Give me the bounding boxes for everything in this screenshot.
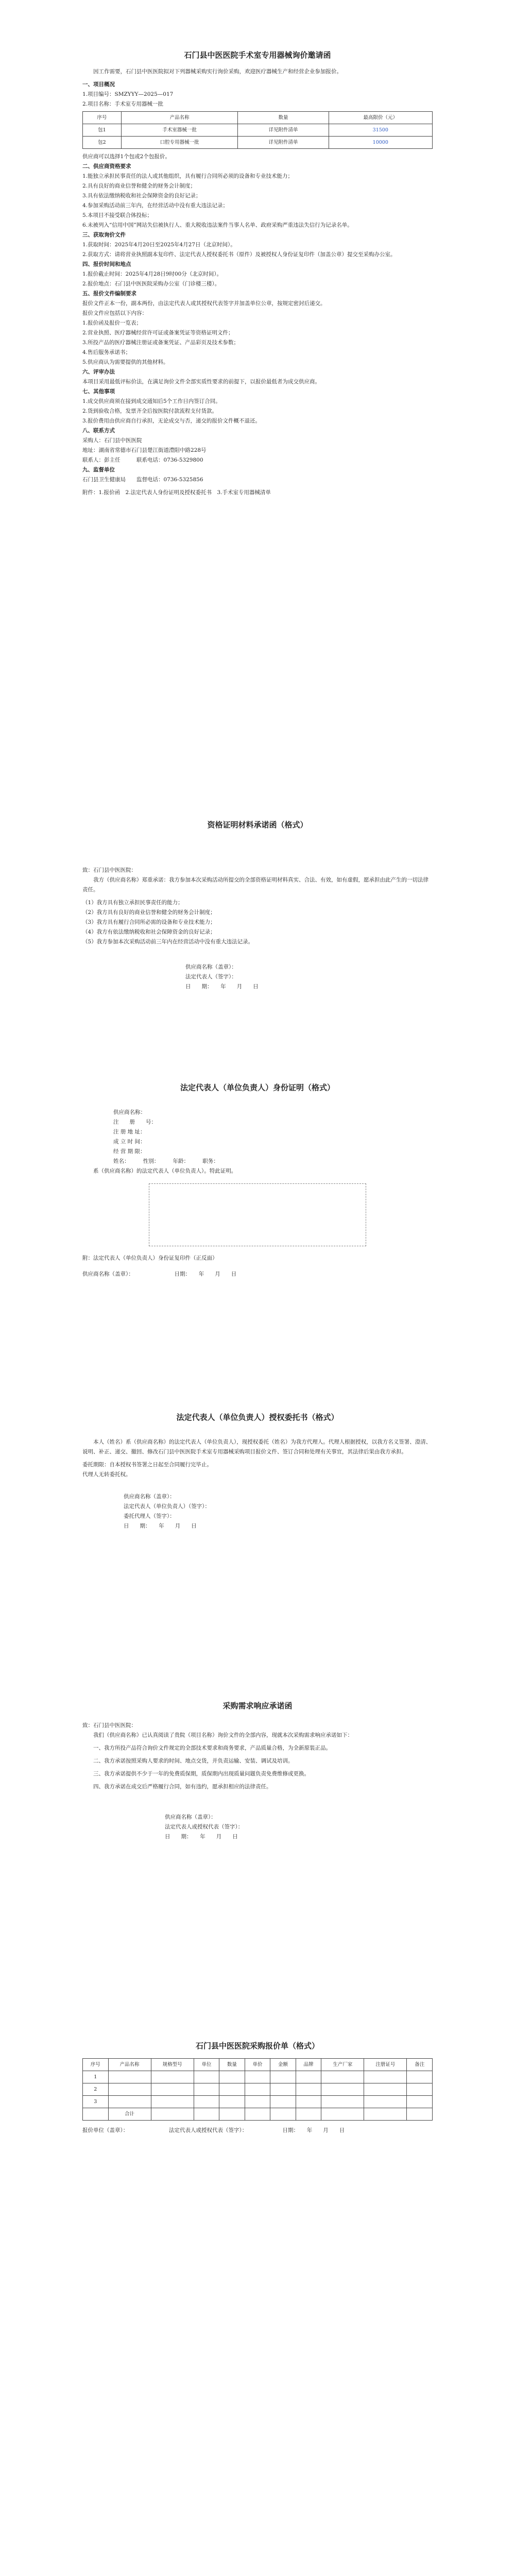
form4-body [82,1721,433,1842]
lot-table-header: 数量 [238,112,329,124]
form3-body [82,1437,433,1531]
other-item: 3.报价费用由供应商自行承担，无论成交与否，递交的报价文件概不退还。 [82,418,261,424]
form3-title: 法定代表人（单位负责人）授权委托书（格式） [176,1413,339,1422]
quote-header: 数量 [219,2059,245,2071]
quote-cell: 合计 [108,2108,151,2121]
table-row [83,2096,433,2108]
addressee: 致：石门县中医医院： [82,867,136,873]
form4-paragraph: 三、我方承诺提供不少于一年的免费质保期，质保期内出现质量问题负责免费维修或更换。 [93,1771,310,1777]
quote-table [82,2058,433,2121]
requirement-item: 3.具有依法缴纳税收和社会保障资金的良好记录； [82,193,201,199]
contact-item: 联系人：彭主任 联系电话：0736-5329800 [82,457,203,463]
form3-sign: 日 期： 年 月 日 [124,1523,197,1529]
lot-cell: 详见附件清单 [238,137,329,149]
requirement-item: 1.能独立承担民事责任的法人或其他组织，具有履行合同所必须的设备和专业技术能力； [82,173,294,179]
notice-body [82,67,433,498]
contact-item: 地址：湖南省常德市石门县楚江街道澧阳中路228号 [82,447,207,453]
form3-item: 代理人无转委托权。 [82,1471,131,1478]
doc-item: 报价文件正本一份，副本两份，由法定代表人或其授权代表签字并加盖单位公章，按规定密封后递交。 [82,300,326,307]
project-name: 2.项目名称：手术室专用器械一批 [82,101,164,107]
form4-sign: 日 期： 年 月 日 [165,1834,238,1840]
quote-header: 规格型号 [151,2059,194,2071]
form3-sign: 委托代理人（签字）： [124,1513,175,1519]
lot-cell: 手术室器械一批 [121,124,238,137]
quote-cell: 1 [83,2071,109,2083]
form2-title: 法定代表人（单位负责人）身份证明（格式） [180,1083,335,1092]
form1-item: （1）我方具有独立承担民事责任的能力； [82,900,183,906]
get-item: 2.获取方式：请将营业执照副本复印件、法定代表人授权委托书（原件）及被授权人身份证复印件（加盖公章）提交至采购办公室。 [82,251,396,258]
doc-item: 1.报价函及报价一览表； [82,320,142,326]
requirement-item: 5.本项目不接受联合体投标； [82,212,153,218]
sign-representative: 法定代表人（签字）： [185,974,237,980]
intro-paragraph: 因工作需要，石门县中医医院拟对下列器械采购实行询价采购，欢迎医疗器械生产和经营企业参加报价。 [93,69,342,75]
table-row [83,137,433,149]
section-heading: 三、获取询价文件 [82,232,126,238]
form4-paragraph: 二、我方承诺按照采购人要求的时间、地点交货，并负责运输、安装、调试及培训。 [93,1758,294,1764]
form5-sign: 报价单位（盖章）： 法定代表人或授权代表（签字）： 日期： 年 月 日 [82,2127,345,2133]
doc-item: 4.售后服务承诺书； [82,349,131,355]
sign-date: 日 期： 年 月 日 [185,984,259,990]
form4-sign: 法定代表人或授权代表（签字）： [165,1824,244,1830]
form3-sign: 法定代表人（单位负责人）（签字）： [124,1503,210,1510]
doc-item: 报价文件应包括以下内容： [82,310,147,316]
lot-cell: 口腔专用器械一批 [121,137,238,149]
project-number: 1.项目编号：SMZYYY—2025—017 [82,91,174,97]
other-item: 1.成交供应商须在接到成交通知后5个工作日内签订合同。 [82,398,221,404]
form2-body [82,1108,433,1279]
form2-statement: 系（供应商名称）的法定代表人（单位负责人）。特此证明。 [93,1168,237,1174]
lot-cell: 包2 [83,137,122,149]
quote-header: 生产厂家 [321,2059,364,2071]
quote-item: 2.报价地点：石门县中医医院采购办公室（门诊楼三楼）。 [82,281,220,287]
quote-item: 1.报价截止时间：2025年4月28日9时00分（北京时间）。 [82,271,222,277]
id-card-box [149,1183,366,1246]
form4-sign: 供应商名称（盖章）： [165,1814,216,1820]
note: 供应商可以选择1个包或2个包报价。 [82,154,170,160]
section-heading: 九、监督单位 [82,467,115,473]
form1-paragraph: 我方（供应商名称）郑重承诺：我方参加本次采购活动所提交的全部资格证明材料真实、合法、有效，如有虚假，愿承担由此产生的一切法律责任。 [82,877,428,893]
doc-item: 5.供应商认为需要提供的其他材料。 [82,359,169,365]
form1-item: （4）我方有依法缴纳税收和社会保障资金的良好记录； [82,929,216,935]
section-heading: 二、供应商资格要求 [82,163,131,170]
form5-title: 石门县中医医院采购报价单（格式） [195,2041,319,2050]
quote-cell [83,2108,109,2121]
form4-title: 采购需求响应承诺函 [222,1701,293,1710]
section-heading: 四、报价时间和地点 [82,261,131,267]
quote-header: 金额 [270,2059,296,2071]
sign-company: 供应商名称（盖章）： [185,964,237,970]
lot-table-header: 最高限价（元） [329,112,432,124]
form4-paragraph: 四、我方承诺在成交后严格履行合同，如有违约，愿承担相应的法律责任。 [93,1784,272,1790]
form3-item: 委托期限：自本授权书签署之日起至合同履行完毕止。 [82,1462,212,1468]
addressee: 致：石门县中医医院： [82,1722,136,1728]
quote-cell [108,2083,151,2096]
doc-item: 2.营业执照、医疗器械经营许可证或备案凭证等资格证明文件； [82,330,234,336]
quote-header: 序号 [83,2059,109,2071]
section-heading: 六、评审办法 [82,369,115,375]
get-item: 1.获取时间：2025年4月20日至2025年4月27日（北京时间）。 [82,242,236,248]
form2-field: 注 册 地 址： [113,1129,146,1135]
lot-cell: 10000 [329,137,432,149]
table-row [83,124,433,137]
form2-field: 经 营 期 限： [113,1148,146,1155]
requirement-item: 2.具有良好的商业信誉和健全的财务会计制度； [82,183,196,189]
quote-header: 产品名称 [108,2059,151,2071]
quote-cell: 2 [83,2083,109,2096]
quote-header: 备注 [407,2059,433,2071]
quote-cell [108,2071,151,2083]
lot-cell: 详见附件清单 [238,124,329,137]
supervise-text: 石门县卫生健康局 监督电话：0736-5325856 [82,477,203,483]
form2-field: 供应商名称： [113,1109,146,1115]
doc-item: 3.所投产品的医疗器械注册证或备案凭证、产品彩页及技术参数； [82,340,239,346]
table-row [83,2071,433,2083]
section-heading: 八、联系方式 [82,428,115,434]
lot-cell: 包1 [83,124,122,137]
requirement-item: 6.未被列入“信用中国”网站失信被执行人、重大税收违法案件当事人名单、政府采购严重违法失信行为记录名单。 [82,222,353,228]
eval-text: 本项目采用最低评标价法，在满足询价文件全部实质性要求的前提下，以报价最低者为成交供应商。 [82,379,320,385]
quote-cell: 3 [83,2096,109,2108]
form2-field: 姓名： 性别： 年龄： 职务： [113,1158,219,1164]
form2-sign: 供应商名称（盖章）： 日期： 年 月 日 [82,1271,237,1277]
quote-header: 单位 [194,2059,219,2071]
lot-table-header: 序号 [83,112,122,124]
form3-paragraph: 本人（姓名）系（供应商名称）的法定代表人（单位负责人），现授权委托（姓名）为我方代理人。代理人根据授权，以我方名义签署、澄清、说明、补正、递交、撤回、修改石门县中医医院手术室专用器械采购项目报价文件、签订合同和处理有关事宜，其法律后果由我方承担。 [82,1439,432,1455]
form2-attach: 附：法定代表人（单位负责人）身份证复印件（正反面） [82,1255,218,1261]
quote-header: 单价 [245,2059,270,2071]
lot-table [82,111,433,149]
attachment-list: 附件：1.报价函 2.法定代表人身份证明及授权委托书 3.手术室专用器械清单 [82,489,271,496]
quote-cell [108,2096,151,2108]
section-heading: 一、项目概况 [82,81,115,88]
form5-body [82,2058,433,2136]
form4-paragraph: 我们（供应商名称）已认真阅读了贵院（项目名称）询价文件的全部内容，现就本次采购需求响应承诺如下： [93,1732,353,1738]
lot-table-header: 产品名称 [121,112,238,124]
table-row [83,2108,433,2121]
form3-sign: 供应商名称（盖章）： [124,1494,175,1500]
form1-body [82,866,433,992]
quote-header: 注册证号 [364,2059,407,2071]
form1-item: （3）我方具有履行合同所必需的设备和专业技术能力； [82,919,216,925]
contact-item: 采购人：石门县中医医院 [82,437,142,444]
other-item: 2.货到验收合格，发票齐全后按医院付款流程支付货款。 [82,408,218,414]
section-heading: 五、报价文件编制要求 [82,291,136,297]
form4-paragraph: 一、我方所投产品符合询价文件规定的全部技术要求和商务要求，产品质量合格，为全新原装正品。 [93,1745,331,1751]
form1-item: （2）我方具有良好的商业信誉和健全的财务会计制度； [82,909,216,916]
form2-field: 注 册 号： [113,1119,157,1125]
requirement-item: 4.参加采购活动前三年内，在经营活动中没有重大违法记录； [82,202,229,209]
section-heading: 七、其他事项 [82,388,115,395]
lot-cell: 31500 [329,124,432,137]
notice-title: 石门县中医医院手术室专用器械询价邀请函 [184,50,331,60]
form1-title: 资格证明材料承诺函（格式） [207,820,308,829]
form2-field: 成 立 时 间： [113,1139,146,1145]
table-row [83,2083,433,2096]
quote-header: 品牌 [296,2059,321,2071]
form1-item: （5）我方参加本次采购活动前三年内在经营活动中没有重大违法记录。 [82,939,254,945]
